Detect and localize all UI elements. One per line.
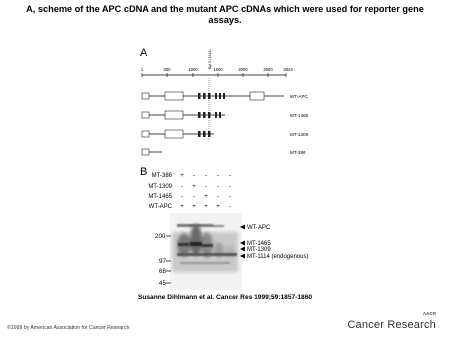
mw-label: 200 [155,233,166,240]
band-label: MT-1114 (endogenous) [247,254,309,260]
row-label: MT-1309 [148,184,172,190]
cell: - [229,204,231,210]
western-blot [170,213,242,290]
cell: + [180,173,184,179]
construct-mt-1309 [142,130,309,138]
tick-label: 2843 [283,67,293,72]
tick-label: 1 [140,67,144,72]
figure-title: A, scheme of the APC cDNA and the mutant APC cDNAs which were used for reporter gene assays. [26,4,424,25]
band-label: MT-1465 [247,241,271,247]
panel-a-label: A [140,47,148,59]
tick-label: 1000 [188,67,198,72]
cell: - [205,184,207,190]
cell: - [229,173,231,179]
cell: - [193,173,195,179]
cell: - [193,194,195,200]
tick-label: 2500 [263,67,273,72]
mw-label: 97 [159,258,166,265]
construct-mt-1465 [142,111,309,119]
construct-label: WT-APC [290,94,308,99]
row-label: MT-386 [151,173,172,179]
copyright: ©1999 by American Association for Cancer Research [7,325,130,331]
cell: + [204,194,208,200]
lane-table [148,173,231,210]
cell: + [180,204,184,210]
cell: - [181,184,183,190]
cell: - [205,173,207,179]
band-label: WT-APC [247,225,271,231]
panel-b-label: B [140,166,148,178]
cell: + [204,204,208,210]
cell: - [217,184,219,190]
row-label: MT-1465 [148,194,172,200]
tick-label: 2000 [238,67,248,72]
cell: + [192,204,196,210]
mw-markers [155,233,171,287]
mw-label: 68 [159,268,166,275]
publisher-logo: AACR [422,311,436,316]
cell: - [217,173,219,179]
cell: - [229,184,231,190]
band-labels [240,225,308,261]
mw-label: 45 [159,280,166,287]
tick-label: 1500 [213,67,223,72]
cell: - [217,194,219,200]
bglii-site-label: Bgl II (1344) [208,49,212,69]
tick-label: 500 [163,67,171,72]
citation: Susanne Dihlmann et al. Cancer Res 1999;59:1857-1860 [137,294,313,301]
cell: + [192,184,196,190]
journal-brand: Cancer Research [347,319,436,331]
construct-label: MT-1465 [290,113,309,118]
row-label: WT-APC [148,204,172,210]
cdna-ruler [141,49,293,140]
construct-label: MT-1309 [290,132,309,137]
cell: + [216,204,220,210]
cell: - [181,194,183,200]
construct-label: MT-386 [290,150,306,155]
construct-mt-386 [142,149,306,155]
band-label: MT-1309 [247,247,271,253]
construct-wt-apc [142,92,309,100]
cell: - [229,194,231,200]
